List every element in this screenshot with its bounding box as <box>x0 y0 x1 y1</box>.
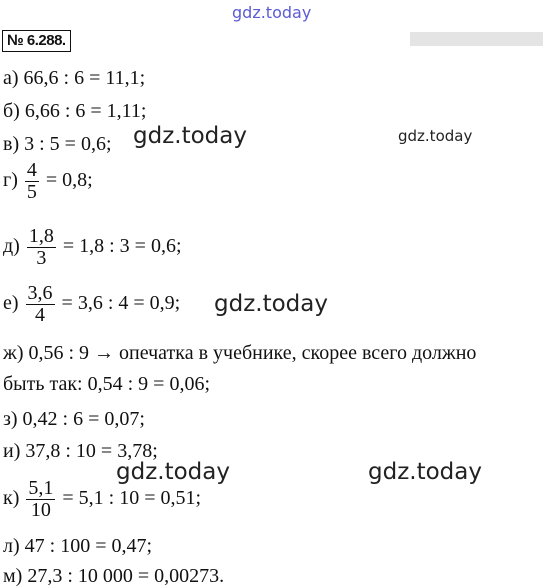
line-e <box>3 283 180 326</box>
fraction-e-numerator: 3,6 <box>27 282 53 304</box>
line-d-rest: = 1,8 : 3 = 0,6; <box>62 235 182 258</box>
watermark-after-v: gdz.today <box>133 123 247 149</box>
line-v: в) 3 : 5 = 0,6; <box>3 133 112 155</box>
fraction-d-numerator: 1,8 <box>28 225 54 247</box>
line-e-rest: = 3,6 : 4 = 0,9; <box>61 292 181 315</box>
line-g <box>3 160 93 203</box>
line-zh-continued: быть так: 0,54 : 9 = 0,06; <box>3 373 211 395</box>
line-z: з) 0,42 : 6 = 0,07; <box>3 408 145 430</box>
fraction-k-denominator: 10 <box>30 499 51 521</box>
line-d <box>3 226 182 269</box>
watermark-top: gdz.today <box>232 3 312 22</box>
line-l: л) 47 : 100 = 0,47; <box>3 535 153 557</box>
line-g-rest: = 0,8; <box>45 169 93 192</box>
fraction-d-denominator: 3 <box>36 247 47 269</box>
fraction-k <box>26 478 55 521</box>
watermark-mid-right: gdz.today <box>398 127 473 145</box>
watermark-bottom-right: gdz.today <box>368 459 482 485</box>
line-d-prefix: д) <box>3 235 20 258</box>
line-zh: ж) 0,56 : 9 → опечатка в учебнике, скорее всего должно <box>3 342 477 364</box>
fraction-d <box>27 226 56 269</box>
line-k-prefix: к) <box>3 487 20 510</box>
fraction-g <box>25 160 39 203</box>
line-g-prefix: г) <box>3 169 18 192</box>
fraction-g-numerator: 4 <box>26 159 37 181</box>
line-b: б) 6,66 : 6 = 1,11; <box>3 100 147 122</box>
fraction-e <box>26 283 55 326</box>
line-m: м) 27,3 : 10 000 = 0,00273. <box>3 565 225 587</box>
watermark-after-e: gdz.today <box>214 291 328 317</box>
line-a: а) 66,6 : 6 = 11,1; <box>3 67 146 89</box>
line-e-prefix: е) <box>3 292 19 315</box>
watermark-bottom-left: gdz.today <box>116 459 230 485</box>
line-k-rest: = 5,1 : 10 = 0,51; <box>62 487 202 510</box>
fraction-g-denominator: 5 <box>26 181 37 203</box>
fraction-e-denominator: 4 <box>35 304 46 326</box>
line-k <box>3 478 201 521</box>
task-number-badge: № 6.288. <box>2 30 71 52</box>
fraction-k-numerator: 5,1 <box>28 477 54 499</box>
line-i: и) 37,8 : 10 = 3,78; <box>3 440 158 462</box>
header-shade <box>410 32 543 46</box>
